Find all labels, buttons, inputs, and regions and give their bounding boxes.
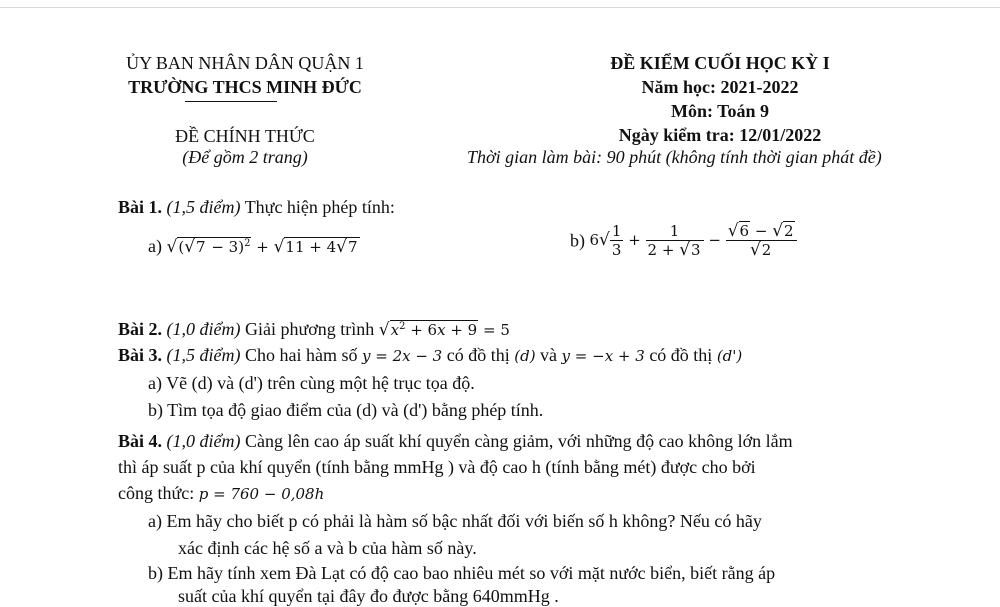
header-subject: Môn: Toán 9 [670, 101, 770, 121]
bai3-graph-d: (d) [514, 347, 536, 365]
header-year: Năm học: 2021-2022 [641, 77, 799, 97]
bai3-t1: Cho hai hàm số [245, 345, 358, 365]
bai3-part-b: b) Tìm tọa độ giao điểm của (d) và (d') bằng phép tính. [148, 400, 544, 420]
header-school: TRƯỜNG THCS MINH ĐỨC [128, 77, 362, 97]
bai4-formula: p = 760 − 0,08h [198, 485, 325, 503]
bai2-label: Bài 2. [118, 319, 163, 339]
bai3-t2: có đồ thị [446, 345, 510, 365]
bai1-a-label: a) [148, 236, 162, 256]
header-time: Thời gian làm bài: 90 phút (không tính thời gian phát đề) [467, 147, 882, 167]
bai1-a [148, 233, 360, 258]
bai4-part-a-line2: xác định các hệ số a và b của hàm số này. [178, 538, 477, 558]
bai3-function2: y = −x + 3 [561, 347, 645, 365]
bai3-graph-d-prime: (d') [716, 347, 743, 365]
bai1-b [570, 222, 797, 259]
bai3-points: (1,5 điểm) [166, 345, 241, 365]
bai4-part-b-line2: suất của khí quyển tại đây đo được bằng 640mmHg . [178, 586, 559, 606]
bai2-text: Giải phương trình [245, 319, 375, 339]
header-left-underline [185, 101, 277, 102]
bai1-points: (1,5 điểm) [166, 197, 241, 217]
bai1-label: Bài 1. [118, 197, 163, 217]
bai4-line1: Càng lên cao áp suất khí quyển càng giảm, với những độ cao không lớn lắm [245, 431, 793, 451]
header-exam-title: ĐỀ KIỂM CUỐI HỌC KỲ I [610, 53, 830, 73]
bai4-line3-text: công thức: [118, 483, 195, 503]
bai2-points: (1,0 điểm) [166, 319, 241, 339]
bai1-heading [118, 196, 395, 218]
bai4-part-a-line1: a) Em hãy cho biết p có phải là hàm số bậc nhất đối với biến số h không? Nếu có hãy [148, 511, 762, 531]
header-date: Ngày kiểm tra: 12/01/2022 [618, 125, 822, 145]
bai1-a-expression: $√(√7 - 3)^2 + √11 + 4√7$ [166, 237, 358, 257]
bai1-b-expression: 6√ $\frac{1}{3}$ + $\frac{1}{2 + √3}$ − $\frac{√6 - √2}{√2}$ [590, 231, 797, 249]
bai4-line3 [118, 482, 324, 505]
bai2-heading [118, 316, 510, 341]
header-district: ỦY BAN NHÂN DÂN QUẬN 1 [126, 53, 364, 73]
bai1-text: Thực hiện phép tính: [244, 197, 395, 217]
bai3-part-a: a) Vẽ (d) và (d') trên cùng một hệ trục tọa độ. [148, 373, 475, 393]
bai4-label: Bài 4. [118, 431, 163, 451]
top-border [0, 7, 1000, 8]
bai3-heading [118, 344, 742, 367]
bai4-part-b-line1: b) Em hãy tính xem Đà Lạt có độ cao bao nhiêu mét so với mặt nước biển, biết rằng áp [148, 563, 776, 583]
bai1-b-label: b) [570, 230, 585, 251]
bai3-function1: y = 2x − 3 [362, 347, 443, 365]
bai4-points: (1,0 điểm) [166, 431, 241, 451]
header-official: ĐỀ CHÍNH THỨC [175, 126, 315, 146]
bai4-heading [118, 430, 793, 452]
bai3-label: Bài 3. [118, 345, 163, 365]
bai4-line2: thì áp suất p của khí quyển (tính bằng mmHg ) và độ cao h (tính bằng mét) được cho bởi [118, 457, 756, 477]
header-pages: (Để gồm 2 trang) [182, 147, 308, 167]
bai2-equation: $√x^2 + 6x + 9 = 5$ [378, 320, 510, 340]
bai3-t4: có đồ thị [649, 345, 713, 365]
bai3-t3: và [540, 345, 558, 365]
